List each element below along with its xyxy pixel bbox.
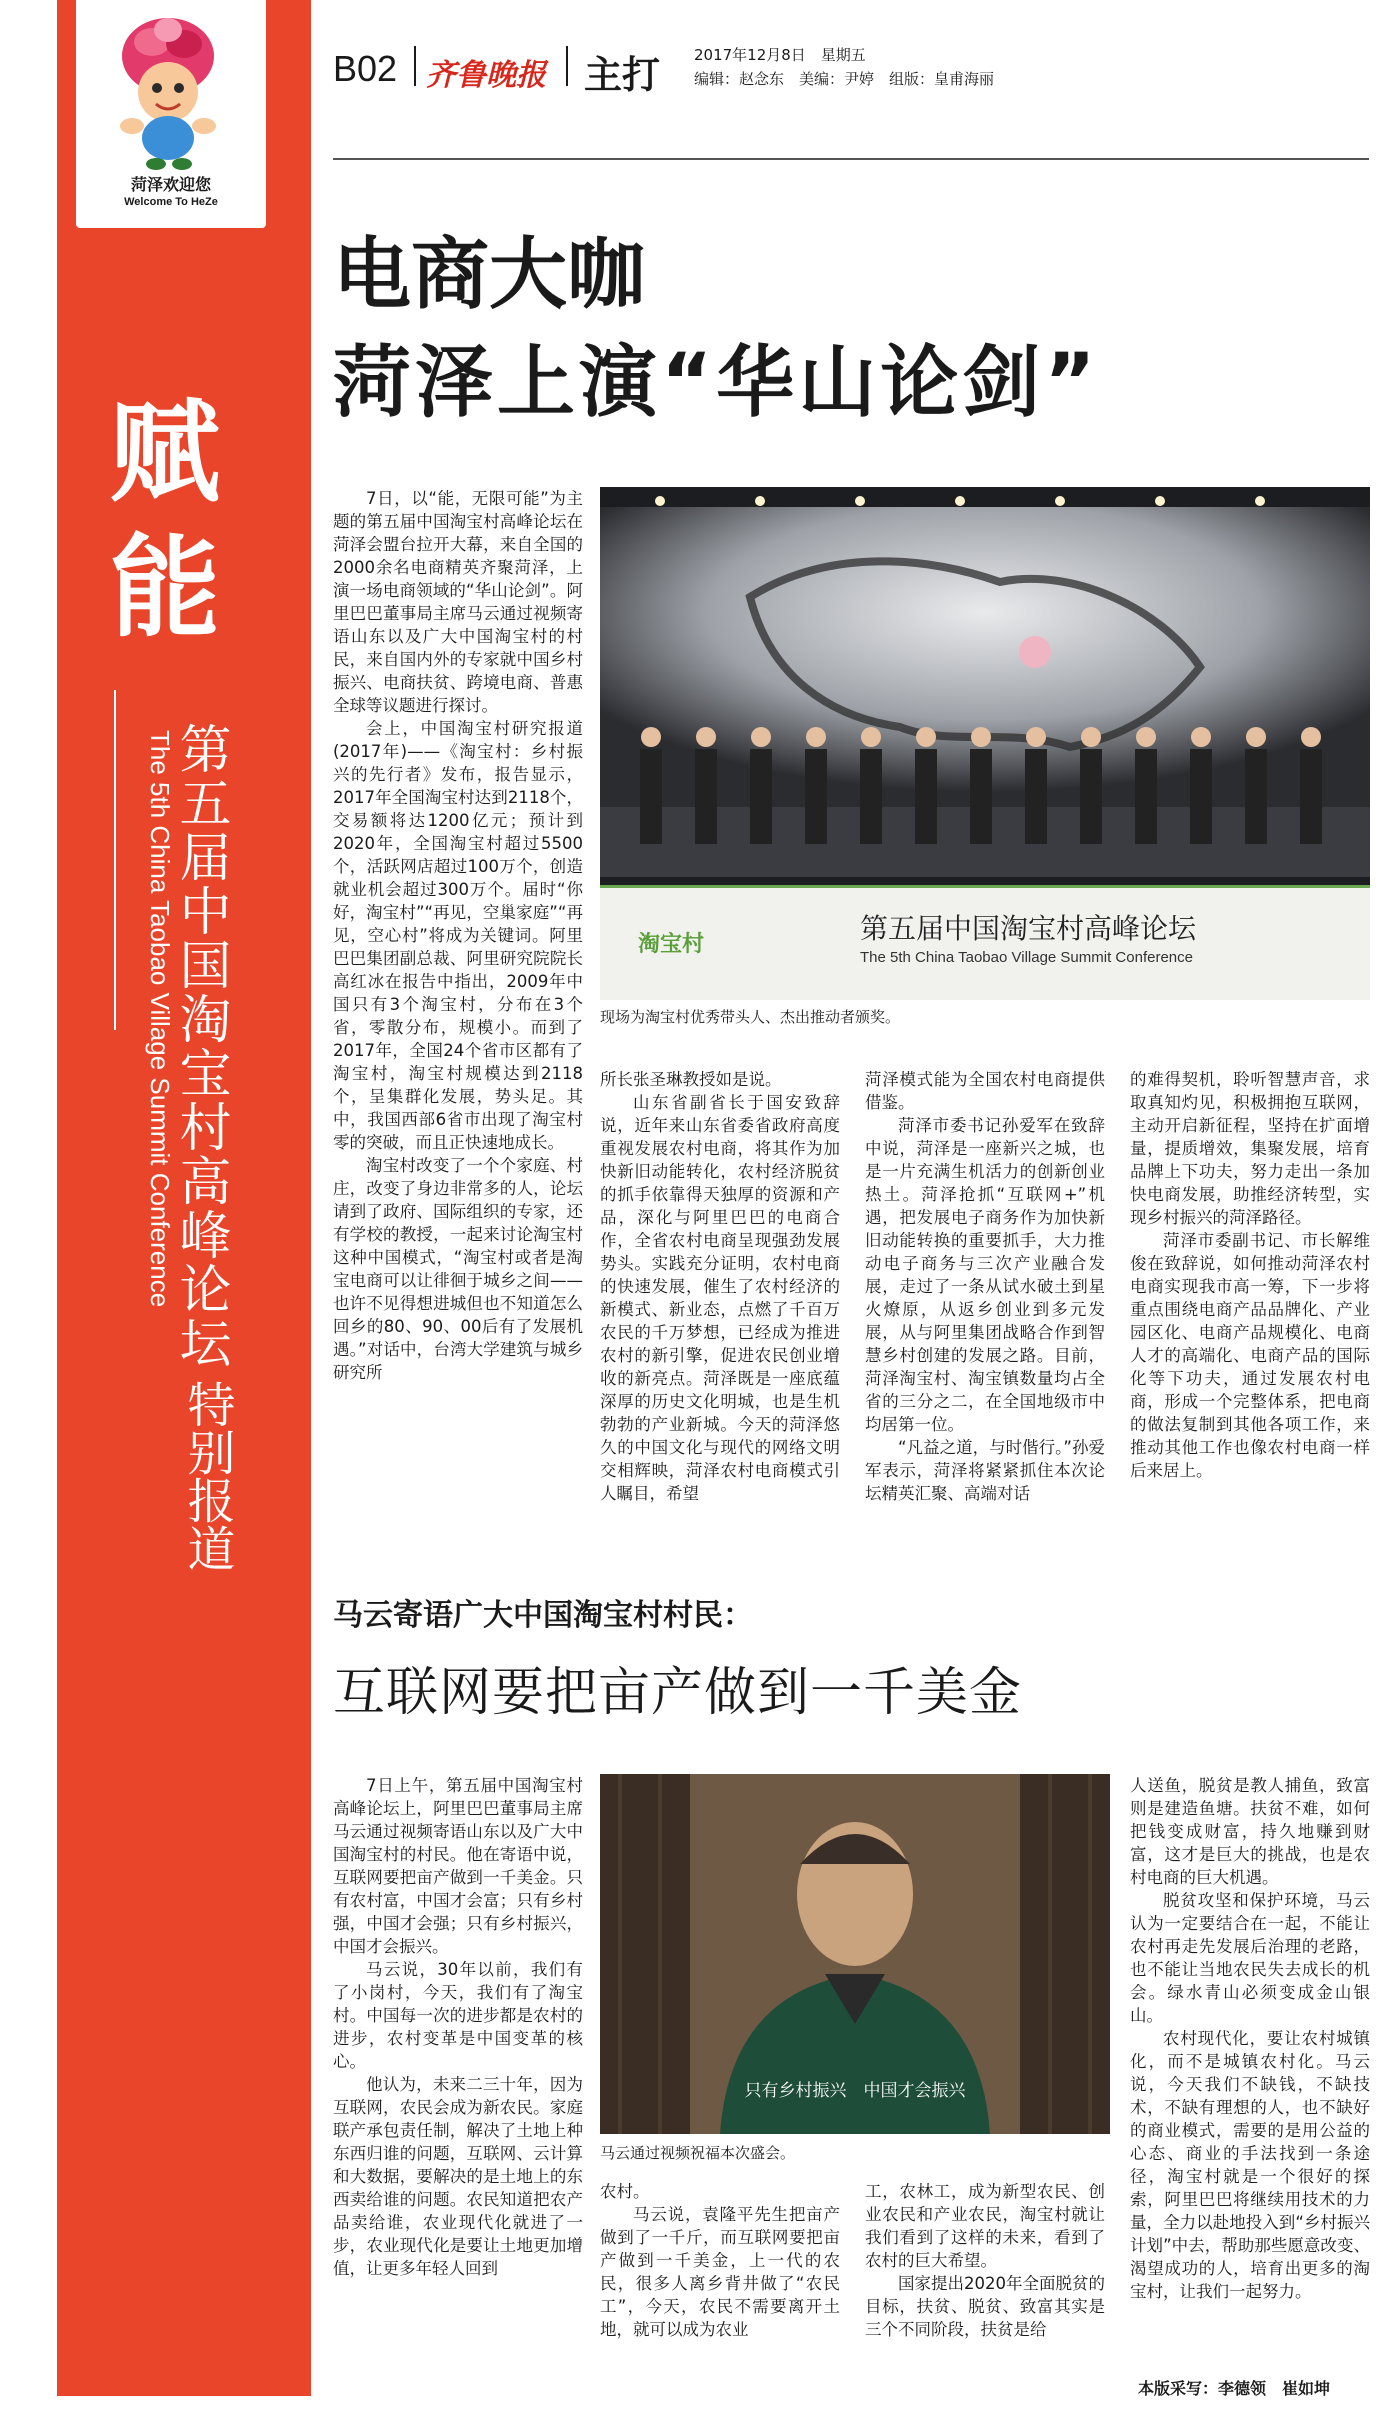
section-name: 主打 (584, 53, 661, 97)
paragraph: 淘宝村改变了一个个家庭、村庄，改变了身边非常多的人，论坛请到了政府、国际组织的专家，还有学校的教授，一起来讨论淘宝村这种中国模式，“淘宝村或者是淘宝电商可以让徘徊于城乡之间——也许不见得想进城但也不知道怎么回乡的80、90、00后有了发展机遇。”对话中，台湾大学建筑与城乡研究所 (333, 1156, 583, 1382)
mascot-logo (98, 8, 238, 176)
video-subtitle: 只有乡村振兴 中国才会振兴 (744, 2081, 966, 2101)
headline-line-1: 电商大咖 (333, 230, 646, 320)
banner-title: 第五届中国淘宝村高峰论坛 (860, 912, 1197, 945)
article1-column-2 (600, 1068, 840, 1548)
band-conference-english: The 5th China Taobao Village Summit Conference (145, 730, 175, 1308)
paragraph: 所长张圣琳教授如是说。 (600, 1070, 782, 1089)
article2-column-1 (333, 1774, 583, 2364)
paragraph: 农村现代化，要让农村城镇化，而不是城镇农村化。马云说，今天我们不缺钱，不缺技术，不缺有理想的人，也不缺好的商业模式，需要的是用公益的心态、商业的手法找到一条途径，淘宝村就是一个很好的探索，阿里巴巴将继续用技术的力量，全力以赴地投入到“乡村振兴计划”中去，帮助那些愿意改变、渴望成功的人，培育出更多的淘宝村，让我们一起努力。 (1130, 2029, 1370, 2301)
header-separator (414, 46, 416, 86)
jack-ma-video-photo (600, 1774, 1110, 2134)
paragraph: 会上，中国淘宝村研究报道(2017年)——《淘宝村：乡村振兴的先行者》发布，报告显示，2017年全国淘宝村达到2118个，交易额将达1200亿元；预计到2020年，全国淘宝村超过5500个，活跃网店超过100万个，创造就业机会超过300万个。届时“你好，淘宝村”“再见，空巢家庭”“再见，空心村”将成为关键词。阿里巴巴集团副总裁、阿里研究院院长高红冰在报告中指出，2009年中国只有3个淘宝村，分布在3个省，零散分布，规模小。而到了2017年，全国24个省市区都有了淘宝村，淘宝村规模达到2118个，呈集群化发展，势头足。其中，我国西部6省市出现了淘宝村零的突破，而且正快速地成长。 (333, 719, 583, 1152)
paragraph: 7日，以“能，无限可能”为主题的第五届中国淘宝村高峰论坛在菏泽会盟台拉开大幕，来自全国的2000余名电商精英齐聚菏泽，上演一场电商领域的“华山论剑”。阿里巴巴董事局主席马云通过视频寄语山东以及广大中国淘宝村的村民，来自国内外的专家就中国乡村振兴、电商扶贫、跨境电商、普惠全球等议题进行探讨。 (333, 489, 583, 715)
banner-english: The 5th China Taobao Village Summit Conference (860, 949, 1193, 966)
article1-column-3 (865, 1068, 1105, 1548)
paragraph: 马云说，30年以前，我们有了小岗村，今天，我们有了淘宝村。中国每一次的进步都是农村的进步，农村变革是中国变革的核心。 (333, 1960, 583, 2071)
header-separator (566, 46, 568, 86)
band-char-neng: 能 (110, 523, 220, 652)
paragraph: 的难得契机，聆听智慧声音，求取真知灼见，积极拥抱互联网，主动开启新征程，坚持在扩面增量，提质增效，集聚发展，培育品牌上下功夫，努力走出一条加快电商发展，助推经济转型，实现乡村振兴的菏泽路径。 (1130, 1070, 1370, 1227)
award-ceremony-photo (600, 487, 1370, 1000)
article2-column-3 (865, 2180, 1105, 2370)
paragraph: 菏泽市委书记孙爱军在致辞中说，菏泽是一座新兴之城，也是一片充满生机活力的创新创业热土。菏泽抢抓“互联网+”机遇，把发展电子商务作为加快新旧动能转换的重要抓手，大力推动电子商务与三次产业融合发展，走过了一条从试水破土到星火燎原，从返乡创业到多元发展，从与阿里集团战略合作到智慧乡村创建的发展之路。目前，菏泽淘宝村、淘宝镇数量均占全省的三分之二，在全国地级市中均居第一位。 (865, 1116, 1105, 1434)
issue-date: 2017年12月8日 星期五 (694, 46, 866, 64)
band-char-fu: 赋 (110, 388, 220, 517)
headline-line-2: 菏泽上演“华山论剑” (333, 338, 1100, 428)
photo-caption: 现场为淘宝村优秀带头人、杰出推动者颁奖。 (600, 1008, 901, 1026)
paragraph: 他认为，未来二三十年，因为互联网，农民会成为新农民。家庭联产承包责任制，解决了土地上种东西归谁的问题，互联网、云计算和大数据，要解决的是土地上的东西卖给谁的问题。农民知道把农产品卖给谁，农业现代化就进了一步，农业现代化是要让土地更加增值，让更多年轻人回到 (333, 2075, 583, 2278)
newspaper-name: 齐鲁晚报 (426, 58, 546, 93)
article2-column-4 (1130, 1774, 1370, 2364)
band-conference-title: 第五届中国淘宝村高峰论坛 (170, 722, 230, 1370)
band-divider (114, 690, 116, 1030)
paragraph: 工，农林工，成为新型农民、创业农民和产业农民，淘宝村就让我们看到了这样的未来，看到了农村的巨大希望。 (865, 2182, 1105, 2270)
paragraph: 国家提出2020年全面脱贫的目标，扶贫、脱贫、致富其实是三个不同阶段，扶贫是给 (865, 2274, 1105, 2339)
article1-column-1 (333, 487, 583, 1547)
editors-line: 编辑：赵念东 美编：尹婷 组版：皇甫海丽 (694, 70, 995, 88)
article1-column-4 (1130, 1068, 1370, 1548)
logo-english: Welcome To HeZe (124, 196, 218, 208)
paragraph: 菏泽模式能为全国农村电商提供借鉴。 (865, 1070, 1105, 1112)
paragraph: “凡益之道，与时偕行。”孙爱军表示，菏泽将紧紧抓住本次论坛精英汇聚、高端对话 (865, 1438, 1105, 1503)
header-rule (333, 158, 1369, 160)
paragraph: 7日上午，第五届中国淘宝村高峰论坛上，阿里巴巴董事局主席马云通过视频寄语山东以及广大中国淘宝村的村民。他在寄语中说，互联网要把亩产做到一千美金。只有农村富，中国才会富；只有乡村强，中国才会强；只有乡村振兴，中国才会振兴。 (333, 1776, 583, 1956)
logo-text: 菏泽欢迎您 (130, 175, 211, 194)
article2-kicker: 马云寄语广大中国淘宝村村民： (333, 1598, 753, 1633)
band-special-report: 特别报道 (179, 1380, 235, 1572)
paragraph: 山东省副省长于国安致辞说，近年来山东省委省政府高度重视发展农村电商，将其作为加快新旧动能转化，农村经济脱贫的抓手依靠得天独厚的资源和产品，深化与阿里巴巴的电商合作，全省农村电商呈现强劲发展势头。实践充分证明，农村电商的快速发展，催生了农村经济的新模式、新业态，点燃了千百万农民的千万梦想，已经成为推进农村的新引擎，促进农民创业增收的新亮点。菏泽既是一座底蕴深厚的历史文化明城，也是生机勃勃的产业新城。今天的菏泽悠久的中国文化与现代的网络文明交相辉映，菏泽农村电商模式引人瞩目，希望 (600, 1093, 840, 1503)
page-number: B02 (333, 48, 398, 89)
byline: 本版采写：李德领 崔如坤 (1138, 2379, 1331, 2398)
photo-caption: 马云通过视频祝福本次盛会。 (600, 2144, 796, 2162)
paragraph: 马云说，袁隆平先生把亩产做到了一千斤，而互联网要把亩产做到一千美金，上一代的农民，很多人离乡背井做了“农民工”，今天，农民不需要离开土地，就可以成为农业 (600, 2205, 840, 2339)
article2-headline: 互联网要把亩产做到一千美金 (333, 1663, 1023, 1723)
paragraph: 菏泽市委副书记、市长解维俊在致辞说，如何推动菏泽农村电商实现我市高一筹，下一步将重点围绕电商产品品牌化、产业园区化、电商产品规模化、电商人才的高端化、电商产品的国际化等下功夫，通过发展农村电商，形成一个完整体系，把电商的做法复制到其他各项工作，来推动其他工作也像农村电商一样后来居上。 (1130, 1231, 1370, 1480)
article2-column-2 (600, 2180, 840, 2370)
banner-logo: 淘宝村 (638, 932, 705, 957)
paragraph: 人送鱼，脱贫是教人捕鱼，致富则是建造鱼塘。扶贫不难，如何把钱变成财富，持久地赚到财富，这才是巨大的挑战，也是农村电商的巨大机遇。 (1130, 1776, 1370, 1887)
paragraph: 农村。 (600, 2182, 650, 2201)
paragraph: 脱贫攻坚和保护环境，马云认为一定要结合在一起，不能让农村再走先发展后治理的老路，也不能让当地农民失去成长的机会。绿水青山必须变成金山银山。 (1130, 1891, 1370, 2025)
